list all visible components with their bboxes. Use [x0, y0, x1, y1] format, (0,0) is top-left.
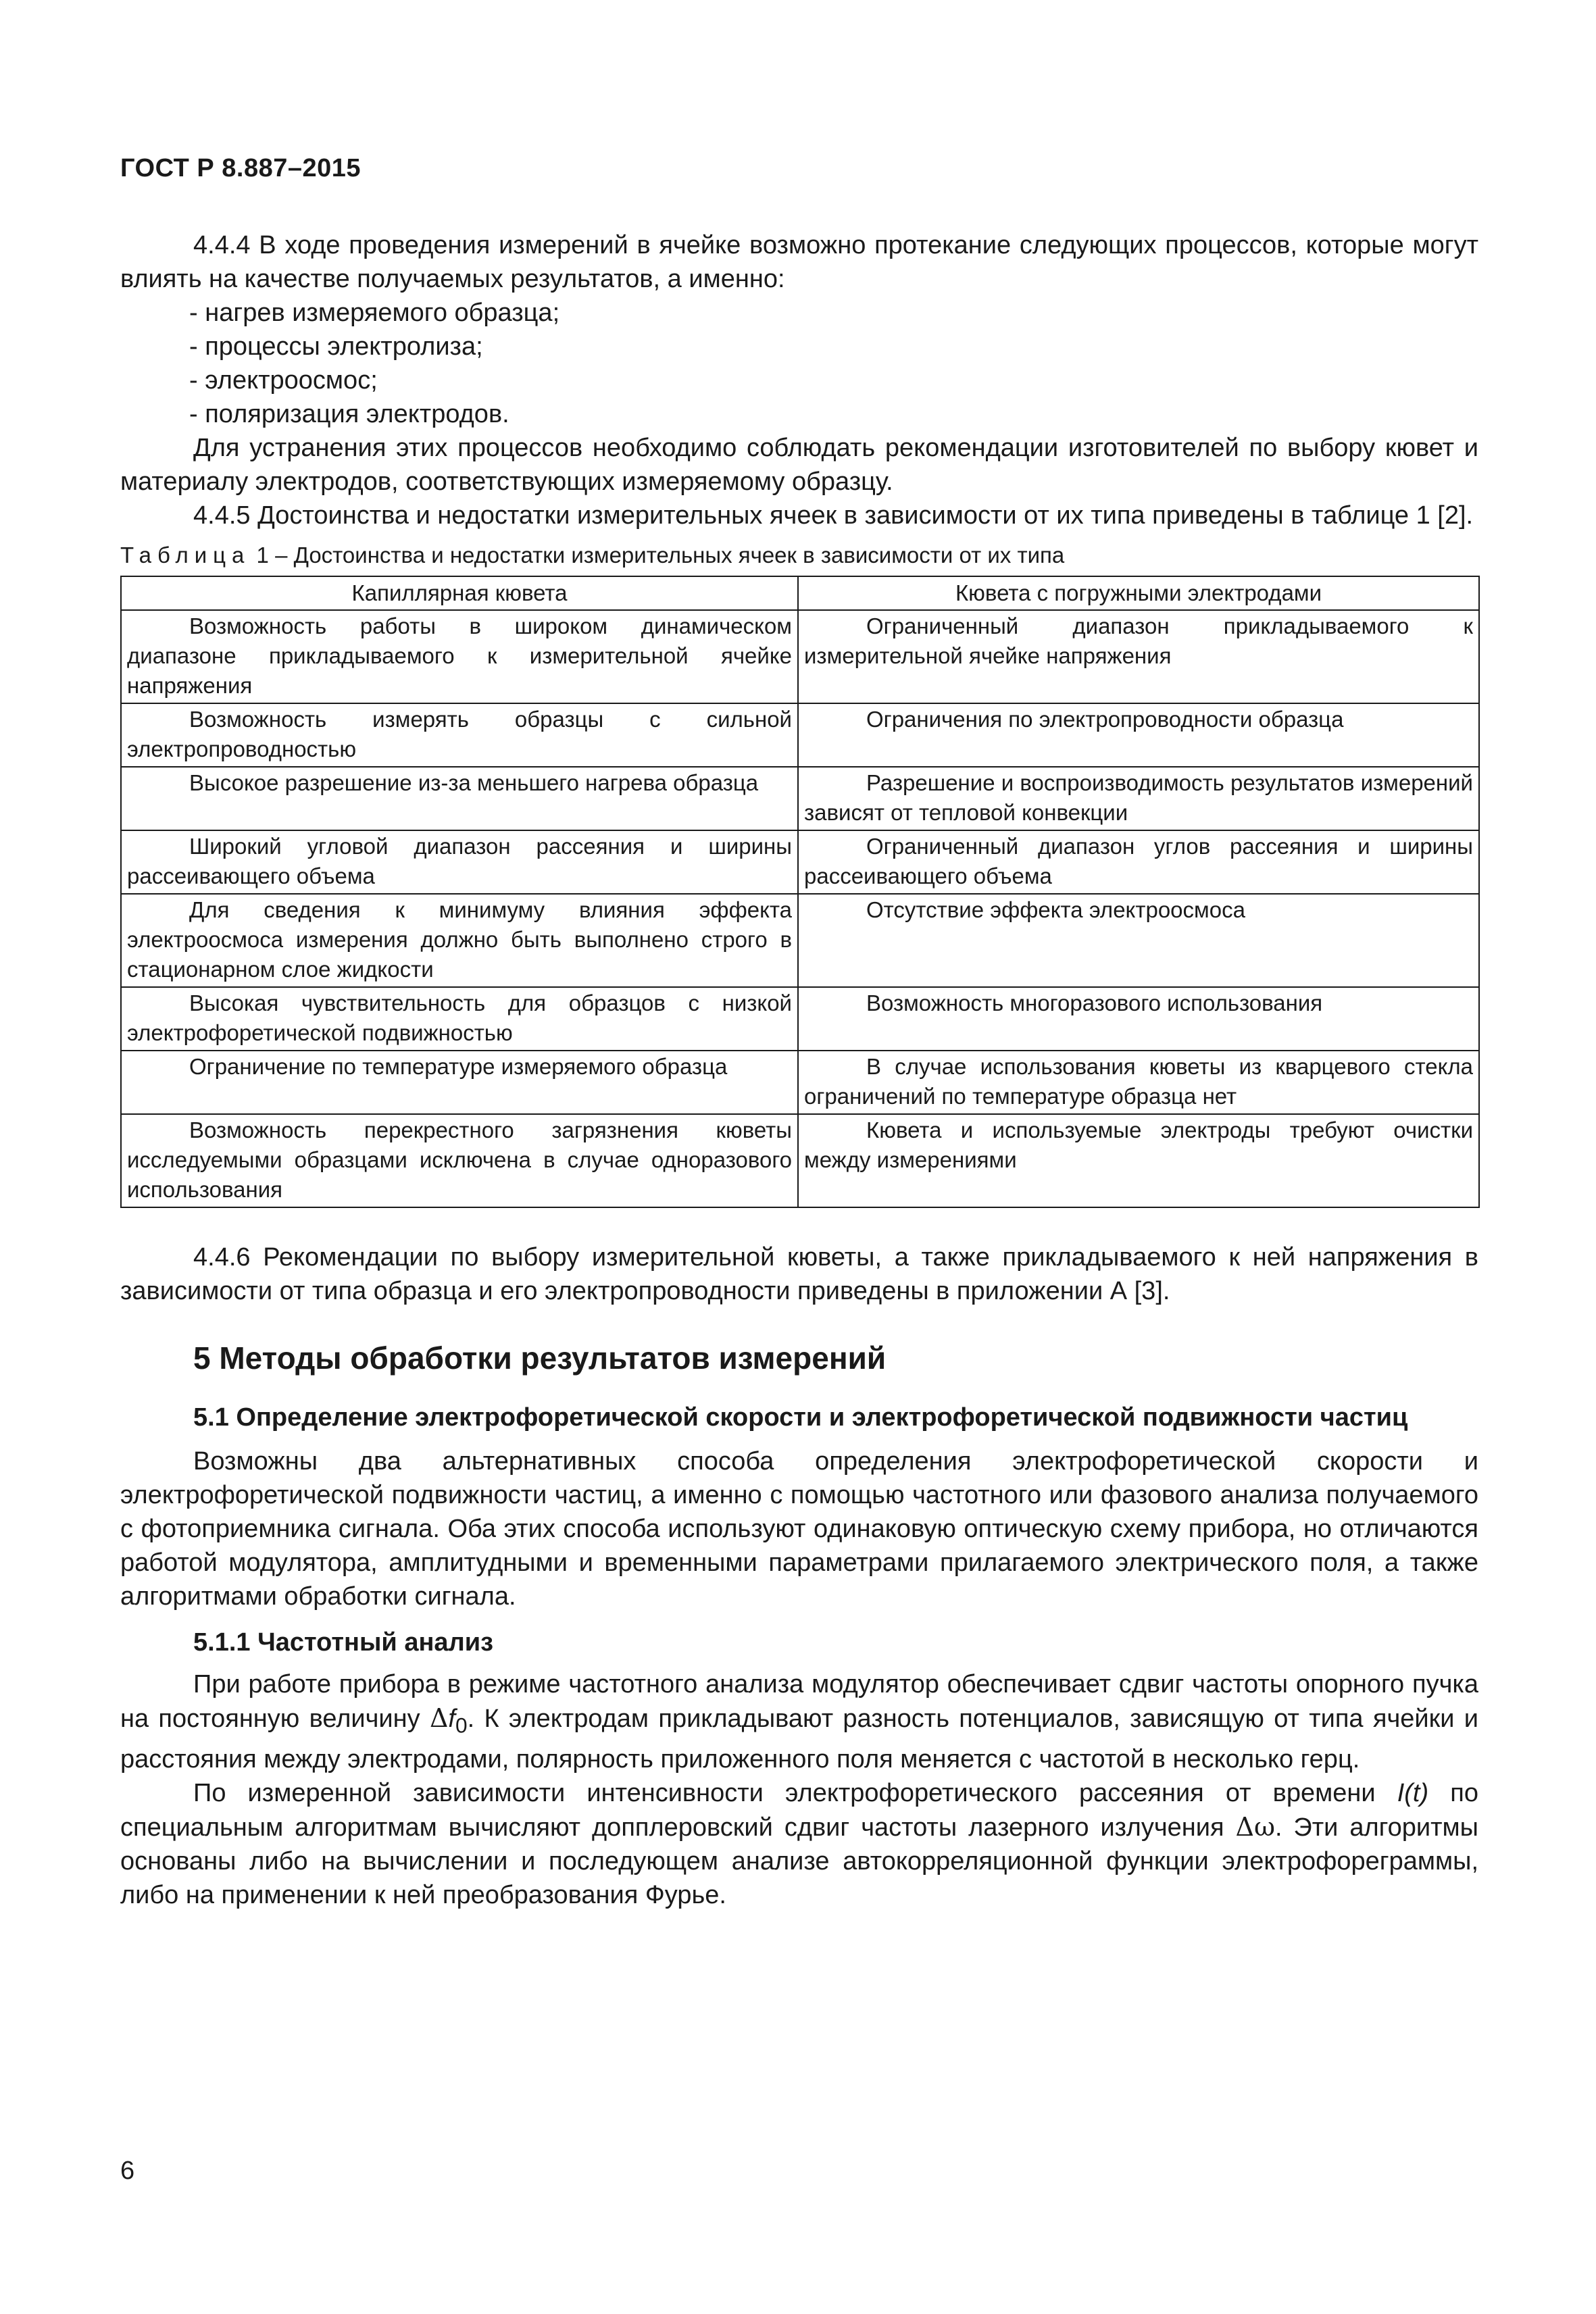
subscript-zero: 0: [455, 1713, 468, 1738]
table-1: [120, 576, 1480, 1208]
table-caption-label: Таблица: [120, 543, 251, 568]
table-row: [121, 987, 1479, 1051]
table-row: [121, 1051, 1479, 1114]
paragraph-5-1-1-a: [120, 1667, 1478, 1776]
section-5-1-heading: 5.1 Определение электрофоретической скорости и электрофоретической подвижности частиц: [193, 1403, 1408, 1432]
paragraph-4-4-4-outro: Для устранения этих процессов необходимо соблюдать рекомендации изготовителей по выбору кювет и материалу электродов, соответствующих измеряемому образцу.: [120, 434, 1478, 496]
delta-omega-symbol: Δω: [1235, 1811, 1275, 1842]
list-item: - поляризация электродов.: [189, 400, 509, 428]
column-header-capillary: Капиллярная кювета: [121, 576, 798, 610]
paragraph-4-4-4: 4.4.4 В ходе проведения измерений в ячейке возможно протекание следующих процессов, которые могут влиять на качестве получаемых результатов, а именно:: [120, 231, 1478, 293]
table-cell: Ограниченный диапазон углов рассеяния и ширины рассеивающего объема: [798, 830, 1479, 894]
table-cell: Ограничение по температуре измеряемого образца: [121, 1051, 798, 1114]
text-run: При работе прибора в режиме частотного анализа модулятор обеспечивает сдвиг частоты опорного пучка на постоянную величину: [120, 1670, 1478, 1733]
table-cell: Разрешение и воспроизводимость результатов измерений зависят от тепловой конвекции: [798, 767, 1479, 830]
section-5-1-1-heading: 5.1.1 Частотный анализ: [193, 1628, 493, 1657]
table-cell: Ограничения по электропроводности образца: [798, 703, 1479, 767]
paragraph-5-1: Возможны два альтернативных способа определения электрофоретической скорости и электрофоретической подвижности частиц, а именно с помощью частотного или фазового анализа получаемого с фотоприемника сигнала. Оба этих способа используют одинаковую оптическую схему прибора, но отличаются работой модулятора, амплитудными и временными параметрами прилагаемого электрического поля, а также алгоритмами обработки сигнала.: [120, 1447, 1478, 1611]
delta-symbol: Δ: [429, 1703, 449, 1733]
paragraph-5-1-1-b: [120, 1776, 1478, 1912]
table-row: [121, 610, 1479, 703]
list-item: - электроосмос;: [189, 366, 378, 395]
text-run: по специальным алгоритмам вычисляют допплеровский сдвиг частоты лазерного излучения: [120, 1778, 1478, 1842]
table-cell: Возможность многоразового использования: [798, 987, 1479, 1051]
paragraph-4-4-6: 4.4.6 Рекомендации по выбору измерительной кюветы, а также прикладываемого к ней напряжения в зависимости от типа образца и его электропроводности приведены в приложении А [3].: [120, 1243, 1478, 1305]
column-header-dip-electrodes: Кювета с погружными электродами: [798, 576, 1479, 610]
page-content: [120, 228, 1478, 1912]
table-cell: Возможность перекрестного загрязнения кюветы исследуемыми образцами исключена в случае одноразового использования: [121, 1114, 798, 1207]
table-caption-text: 1 – Достоинства и недостатки измерительных ячеек в зависимости от их типа: [250, 543, 1065, 568]
document-header: ГОСТ Р 8.887–2015: [120, 154, 361, 182]
table-cell: В случае использования кюветы из кварцевого стекла ограничений по температуре образца нет: [798, 1051, 1479, 1114]
table-cell: Возможность измерять образцы с сильной электропроводностью: [121, 703, 798, 767]
variable-intensity: I(t): [1397, 1778, 1429, 1807]
table-cell: Кювета и используемые электроды требуют очистки между измерениями: [798, 1114, 1479, 1207]
text-run: . К электродам прикладывают разность потенциалов, зависящую от типа ячейки и расстояния между электродами, полярность приложенного поля меняется с частотой в несколько герц.: [120, 1705, 1478, 1774]
table-cell: Для сведения к минимуму влияния эффекта электроосмоса измерения должно быть выполнено строго в стационарном слое жидкости: [121, 894, 798, 987]
table-cell: Отсутствие эффекта электроосмоса: [798, 894, 1479, 987]
table-cell: Ограниченный диапазон прикладываемого к измерительной ячейке напряжения: [798, 610, 1479, 703]
text-run: По измеренной зависимости интенсивности электрофоретического рассеяния от времени: [193, 1778, 1397, 1807]
table-row: [121, 830, 1479, 894]
list-item: - процессы электролиза;: [189, 332, 483, 361]
table-row: [121, 703, 1479, 767]
table-header-row: [121, 576, 1479, 610]
table-cell: Высокое разрешение из-за меньшего нагрева образца: [121, 767, 798, 830]
table-row: [121, 894, 1479, 987]
table-row: [121, 1114, 1479, 1207]
paragraph-4-4-5: 4.4.5 Достоинства и недостатки измерительных ячеек в зависимости от их типа приведены в таблице 1 [2].: [193, 501, 1474, 530]
table-cell: Широкий угловой диапазон рассеяния и ширины рассеивающего объема: [121, 830, 798, 894]
table-row: [121, 767, 1479, 830]
list-item: - нагрев измеряемого образца;: [189, 299, 560, 327]
page-number: 6: [120, 2157, 135, 2185]
section-5-heading: 5 Методы обработки результатов измерений: [193, 1340, 887, 1376]
table-caption: [120, 540, 1478, 570]
table-cell: Возможность работы в широком динамическом диапазоне прикладываемого к измерительной ячейке напряжения: [121, 610, 798, 703]
variable-f: f: [448, 1705, 455, 1733]
text-run: . Эти алгоритмы основаны либо на вычислении и последующем анализе автокорреляционной функции электрофореграммы, либо на применении к ней преобразования Фурье.: [120, 1813, 1478, 1909]
table-cell: Высокая чувствительность для образцов с низкой электрофоретической подвижностью: [121, 987, 798, 1051]
